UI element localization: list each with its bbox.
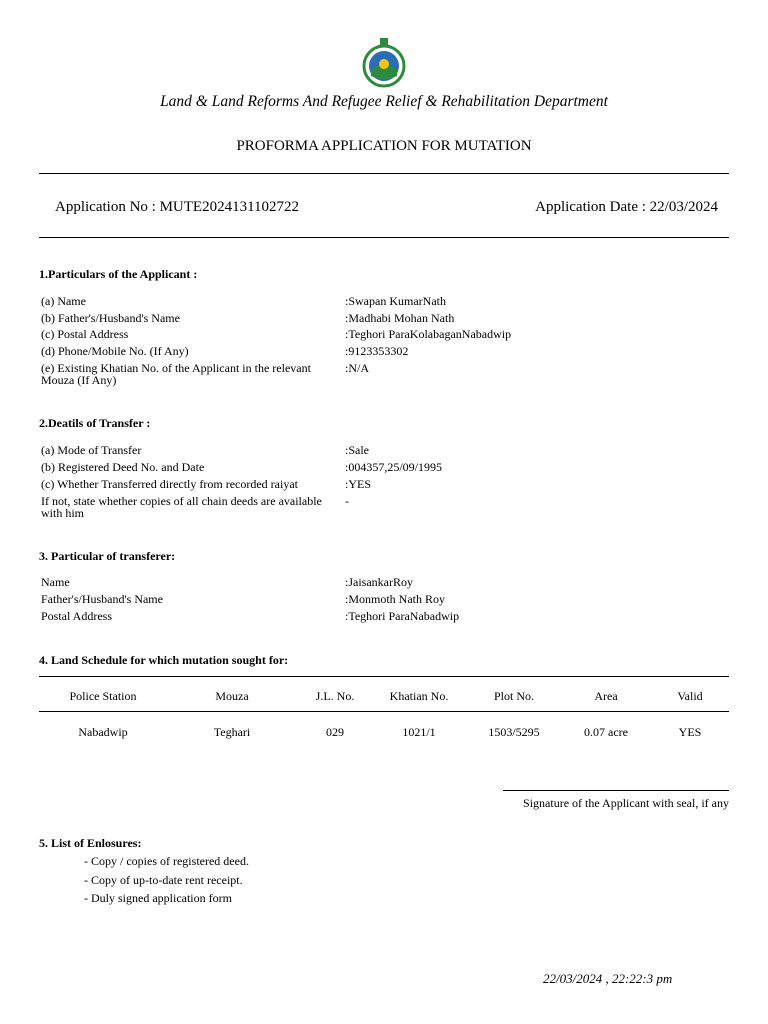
row-label: (e) Existing Khatian No. of the Applicant in the relevant Mouza (If Any) xyxy=(41,361,311,387)
row-label: (a) Mode of Transfer xyxy=(41,443,142,457)
signature-label: Signature of the Applicant with seal, if any xyxy=(523,796,729,810)
row-label: (b) Registered Deed No. and Date xyxy=(41,460,205,474)
column-header: Area xyxy=(594,689,618,703)
row-label: (a) Name xyxy=(41,294,86,308)
row-value: :9123353302 xyxy=(345,344,409,358)
column-header: Police Station xyxy=(69,689,137,703)
row-value: :Monmoth Nath Roy xyxy=(345,592,446,606)
table-header-border xyxy=(39,711,729,712)
table-cell: 029 xyxy=(326,725,344,739)
column-header: Plot No. xyxy=(493,689,534,703)
row-label: Name xyxy=(41,575,70,589)
row-value: :JaisankarRoy xyxy=(345,575,413,589)
row-value: :Madhabi Mohan Nath xyxy=(345,311,455,325)
row-value: :004357,25/09/1995 xyxy=(345,460,443,474)
row-label: (c) Postal Address xyxy=(41,327,129,341)
column-header: Khatian No. xyxy=(389,689,449,703)
row-value: :Teghori ParaKolabaganNabadwip xyxy=(345,327,512,341)
form-title: PROFORMA APPLICATION FOR MUTATION xyxy=(236,138,532,154)
section-heading-applicant: 1.Particulars of the Applicant : xyxy=(39,267,198,281)
column-header: Mouza xyxy=(215,689,249,703)
row-label: Father's/Husband's Name xyxy=(41,592,163,606)
column-header: J.L. No. xyxy=(315,689,355,703)
row-label: Postal Address xyxy=(41,609,113,623)
table-cell: YES xyxy=(678,725,702,739)
row-label: (d) Phone/Mobile No. (If Any) xyxy=(41,344,189,358)
row-value: :YES xyxy=(345,477,372,491)
signature-line xyxy=(503,790,729,791)
row-value: :Teghori ParaNabadwip xyxy=(345,609,460,623)
row-value: :Sale xyxy=(345,443,369,457)
application-date: Application Date : 22/03/2024 xyxy=(535,199,718,215)
enclosure-item: - Copy / copies of registered deed. xyxy=(84,854,249,868)
table-cell: 1503/5295 xyxy=(488,725,540,739)
row-label: (b) Father's/Husband's Name xyxy=(41,311,180,325)
row-label: (c) Whether Transferred directly from recorded raiyat xyxy=(41,477,298,491)
section-heading-transferer: 3. Particular of transferer: xyxy=(39,549,176,563)
divider xyxy=(39,173,729,174)
enclosure-item: - Duly signed application form xyxy=(84,891,232,905)
table-cell: Nabadwip xyxy=(78,725,128,739)
table-cell: 1021/1 xyxy=(402,725,436,739)
divider xyxy=(39,237,729,238)
section-heading-transfer: 2.Deatils of Transfer : xyxy=(39,416,151,430)
section-heading-enclosures: 5. List of Enlosures: xyxy=(39,836,142,850)
section-heading-land-schedule: 4. Land Schedule for which mutation sought for: xyxy=(39,653,289,667)
print-timestamp: 22/03/2024 , 22:22:3 pm xyxy=(543,971,673,986)
row-label: If not, state whether copies of all chain deeds are available with him xyxy=(41,494,322,520)
row-value: - xyxy=(345,494,349,508)
department-title: Land & Land Reforms And Refugee Relief & Rehabilitation Department xyxy=(160,93,608,110)
row-value: :N/A xyxy=(345,361,369,375)
row-value: :Swapan KumarNath xyxy=(345,294,446,308)
table-top-border xyxy=(39,676,729,677)
application-number: Application No : MUTE2024131102722 xyxy=(55,199,300,215)
column-header: Valid xyxy=(677,689,703,703)
government-emblem-icon xyxy=(358,36,410,88)
table-cell: 0.07 acre xyxy=(584,725,628,739)
enclosure-item: - Copy of up-to-date rent receipt. xyxy=(84,873,243,887)
table-cell: Teghari xyxy=(213,725,251,739)
